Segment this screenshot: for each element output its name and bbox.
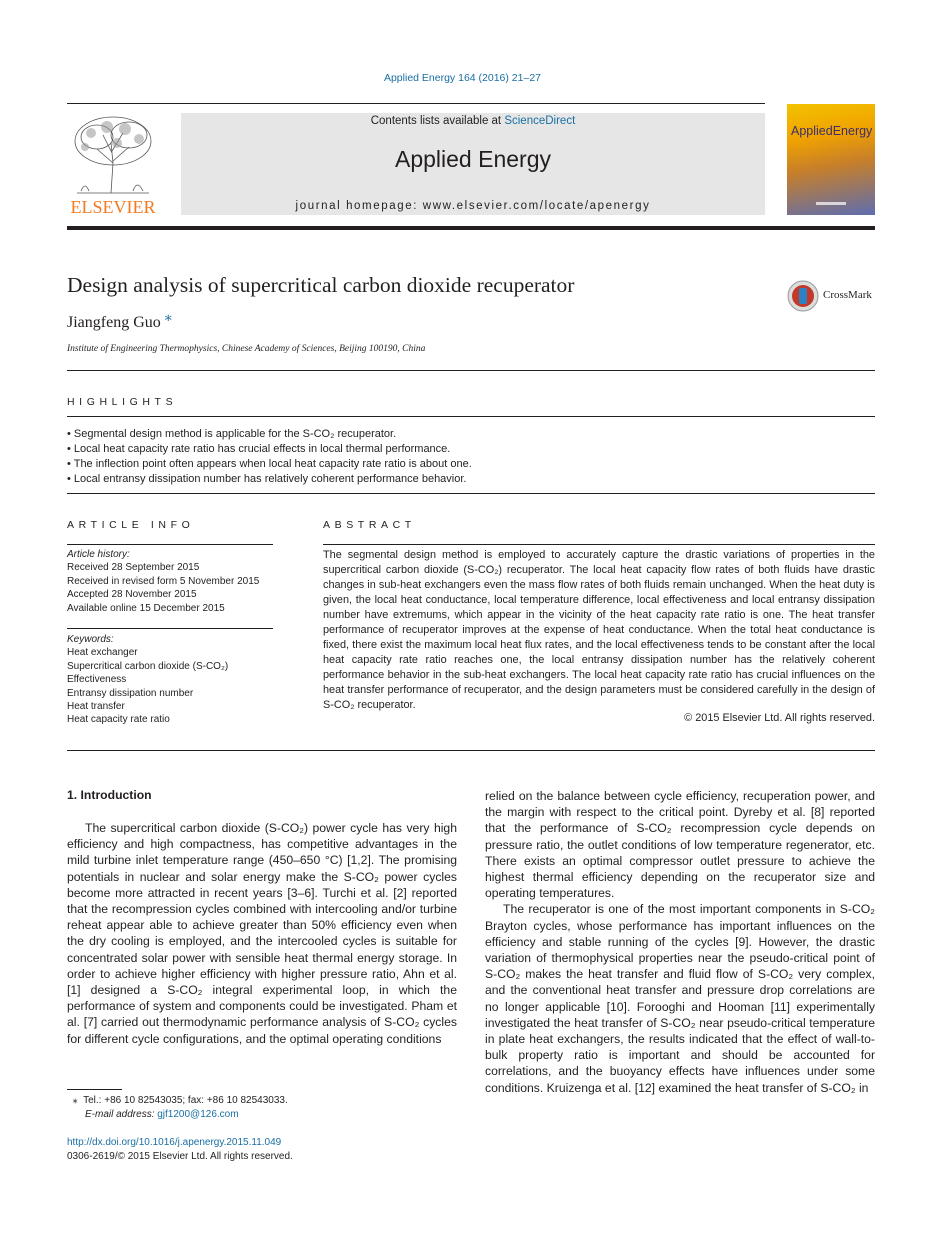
- list-item: • The inflection point often appears when local heat capacity rate ratio is about one.: [67, 458, 472, 470]
- doi-link[interactable]: http://dx.doi.org/10.1016/j.apenergy.2015.11.049: [67, 1137, 282, 1148]
- highlight-text: Segmental design method is applicable for the S-CO₂ recuperator.: [73, 428, 397, 440]
- footnote: [67, 1094, 457, 1122]
- history-item: Available online 15 December 2015: [67, 602, 225, 614]
- abstract-copyright: © 2015 Elsevier Ltd. All rights reserved.: [684, 712, 875, 724]
- highlight-text: The inflection point often appears when local heat capacity rate ratio is about one.: [73, 458, 472, 470]
- highlights-list: [67, 427, 472, 487]
- footnote-contact-line: [67, 1094, 457, 1108]
- abstract-heading: ABSTRACT: [323, 519, 416, 531]
- article-title: Design analysis of supercritical carbon dioxide recuperator: [67, 273, 575, 297]
- top-divider: [67, 103, 765, 104]
- contents-prefix: Contents lists available at: [370, 115, 505, 127]
- sciencedirect-link[interactable]: ScienceDirect: [504, 115, 576, 127]
- keywords-label: Keywords:: [67, 634, 114, 645]
- issn-line: 0306-2619/© 2015 Elsevier Ltd. All rights reserved.: [67, 1151, 293, 1162]
- author-name: [67, 309, 172, 332]
- section-title: 1. Introduction: [67, 788, 152, 802]
- article-history: [67, 548, 277, 615]
- highlights-heading: HIGHLIGHTS: [67, 396, 178, 408]
- keywords: [67, 633, 277, 727]
- journal-cover-image[interactable]: [787, 104, 875, 215]
- list-item: • Segmental design method is applicable for the S-CO₂ recuperator.: [67, 428, 397, 440]
- divider: [67, 628, 273, 629]
- keyword: Entransy dissipation number: [67, 687, 194, 699]
- keyword: Heat exchanger: [67, 647, 138, 659]
- paragraph: The recuperator is one of the most important components in S-CO₂ Brayton cycles, whose performance has important influences on the efficiency and stable running of the cycles [9]. However, the drastic variation of thermophysical properties near the pseudo-critical point of S-CO₂ makes the heat transfer and fluid flow of S-CO₂ very complex, and the conventional heat transfer and pressure drop correlations are no longer applicable [10]. Forooghi and Hooman [11] experimentally investigated the heat transfer of S-CO₂ near pseudo-critical temperature in plate heat exchangers, the results indicated that the effect of wall-to-bulk property ratio is important and should be accounted for correlations, and the buoyancy effects have influences under some conditions. Kruizenga et al. [12] examined the heat transfer of S-CO₂ in: [485, 902, 875, 1095]
- divider: [67, 544, 273, 545]
- history-item: Received 28 September 2015: [67, 562, 200, 574]
- cover-title: AppliedEnergy: [791, 124, 873, 138]
- header-bottom-rule: [67, 226, 875, 230]
- highlight-text: Local entransy dissipation number has relatively coherent performance behavior.: [73, 473, 467, 485]
- author-footnote-mark[interactable]: ⁎: [164, 309, 172, 325]
- highlight-text: Local heat capacity rate ratio has crucial effects in local thermal performance.: [73, 443, 451, 455]
- journal-title: Applied Energy: [395, 146, 551, 172]
- publisher-name: ELSEVIER: [70, 197, 156, 217]
- email-link[interactable]: gjf1200@126.com: [157, 1109, 239, 1120]
- contents-line: [181, 115, 765, 127]
- body-left-column: [67, 820, 457, 1047]
- list-item: • Local heat capacity rate ratio has crucial effects in local thermal performance.: [67, 443, 451, 455]
- email-label: E-mail address:: [85, 1109, 158, 1120]
- footnote-rule: [67, 1089, 122, 1090]
- body-right-column: [485, 788, 875, 1096]
- journal-reference[interactable]: Applied Energy 164 (2016) 21–27: [383, 72, 542, 84]
- history-label: Article history:: [67, 549, 130, 560]
- footnote-contact: Tel.: +86 10 82543035; fax: +86 10 82543033.: [83, 1095, 288, 1106]
- journal-homepage[interactable]: journal homepage: www.elsevier.com/locate/apenergy: [295, 200, 651, 212]
- keyword: Supercritical carbon dioxide (S-CO₂): [67, 660, 229, 672]
- abstract-text: The segmental design method is employed to accurately capture the drastic variations of properties in the supercritical carbon dioxide (S-CO₂) recuperator. The local heat capacity flow rates of both fluids have drastic changes in sub-heat exchangers even the mass flow rates of both fluids remain unchanged. When the heat duty is given, the local heat conductance, local temperature difference, local effectiveness and local entransy dissipation number have extremums, which appear in the vicinity of the heat capacity rate ratio is one. The heat transfer performance of recuperator improves at the expense of heat conductance. When the total heat conductance is fixed, there exist the maximum local heat flux rates, and the local effectiveness tends to be constant after the local heat capacity rate ratio reaches one, the local entransy dissipation number has the relatively coherent performance behavior in the sub-heat exchangers. The local heat capacity rate ratio has crucial influences on the heat transfer performance of recuperator, and the design parameters must be considered carefully in the design of S-CO₂ recuperator.: [323, 549, 875, 711]
- divider: [67, 416, 875, 417]
- footnote-mark: ⁎: [72, 1095, 78, 1106]
- cover-footer-mark: [816, 202, 846, 205]
- paragraph: relied on the balance between cycle efficiency, recuperation power, and the margin with respect to the critical point. Dyreby et al. [8] reported that the performance of S-CO₂ recompression cycle depends on pressure ratio, the outlet conditions of low temperature regenerator, etc. There exists an optimal compressor outlet pressure to achieve the highest thermal efficiency depending on the recuperator size and operating temperatures.: [485, 789, 875, 901]
- history-item: Accepted 28 November 2015: [67, 589, 197, 601]
- divider: [67, 493, 875, 494]
- divider: [67, 750, 875, 751]
- divider: [323, 544, 875, 545]
- article-info-heading: ARTICLE INFO: [67, 519, 195, 531]
- footnote-email-line: [67, 1108, 457, 1122]
- keyword: Heat transfer: [67, 701, 125, 713]
- paragraph: The supercritical carbon dioxide (S-CO₂) power cycle has very high efficiency and high compactness, has competitive advantages in the mild turbine inlet temperature range (450–650 °C) [1,2]. The promising potentials in nuclear and solar energy make the S-CO₂ power cycles become more attracted in recent years [3–6]. Turchi et al. [2] reported that the recompression cycles combined with intercooling and/or turbine reheat appear able to achieve greater than 50% efficiency even when the dry cooling is employed, and the intercooled cycles is suitable for concentrated solar power with sensible heat thermal energy storage. In order to achieve higher efficiency with higher pressure ratio, Ahn et al. [1] designed a S-CO₂ integral experimental loop, in which the performance of system and components could be investigated. Pham et al. [7] carried out thermodynamic performance analysis of S-CO₂ cycles for different cycle configurations, and the optimal operating conditions: [67, 821, 457, 1046]
- list-item: • Local entransy dissipation number has relatively coherent performance behavior.: [67, 473, 467, 485]
- divider: [67, 370, 875, 371]
- crossmark-icon[interactable]: [787, 280, 819, 312]
- keyword: Effectiveness: [67, 674, 127, 686]
- keyword: Heat capacity rate ratio: [67, 714, 170, 726]
- affiliation: Institute of Engineering Thermophysics, Chinese Academy of Sciences, Beijing 100190, China: [67, 344, 426, 354]
- crossmark-label[interactable]: CrossMark: [823, 289, 872, 301]
- author-name-text: Jiangfeng Guo: [67, 314, 161, 331]
- history-item: Received in revised form 5 November 2015: [67, 575, 260, 587]
